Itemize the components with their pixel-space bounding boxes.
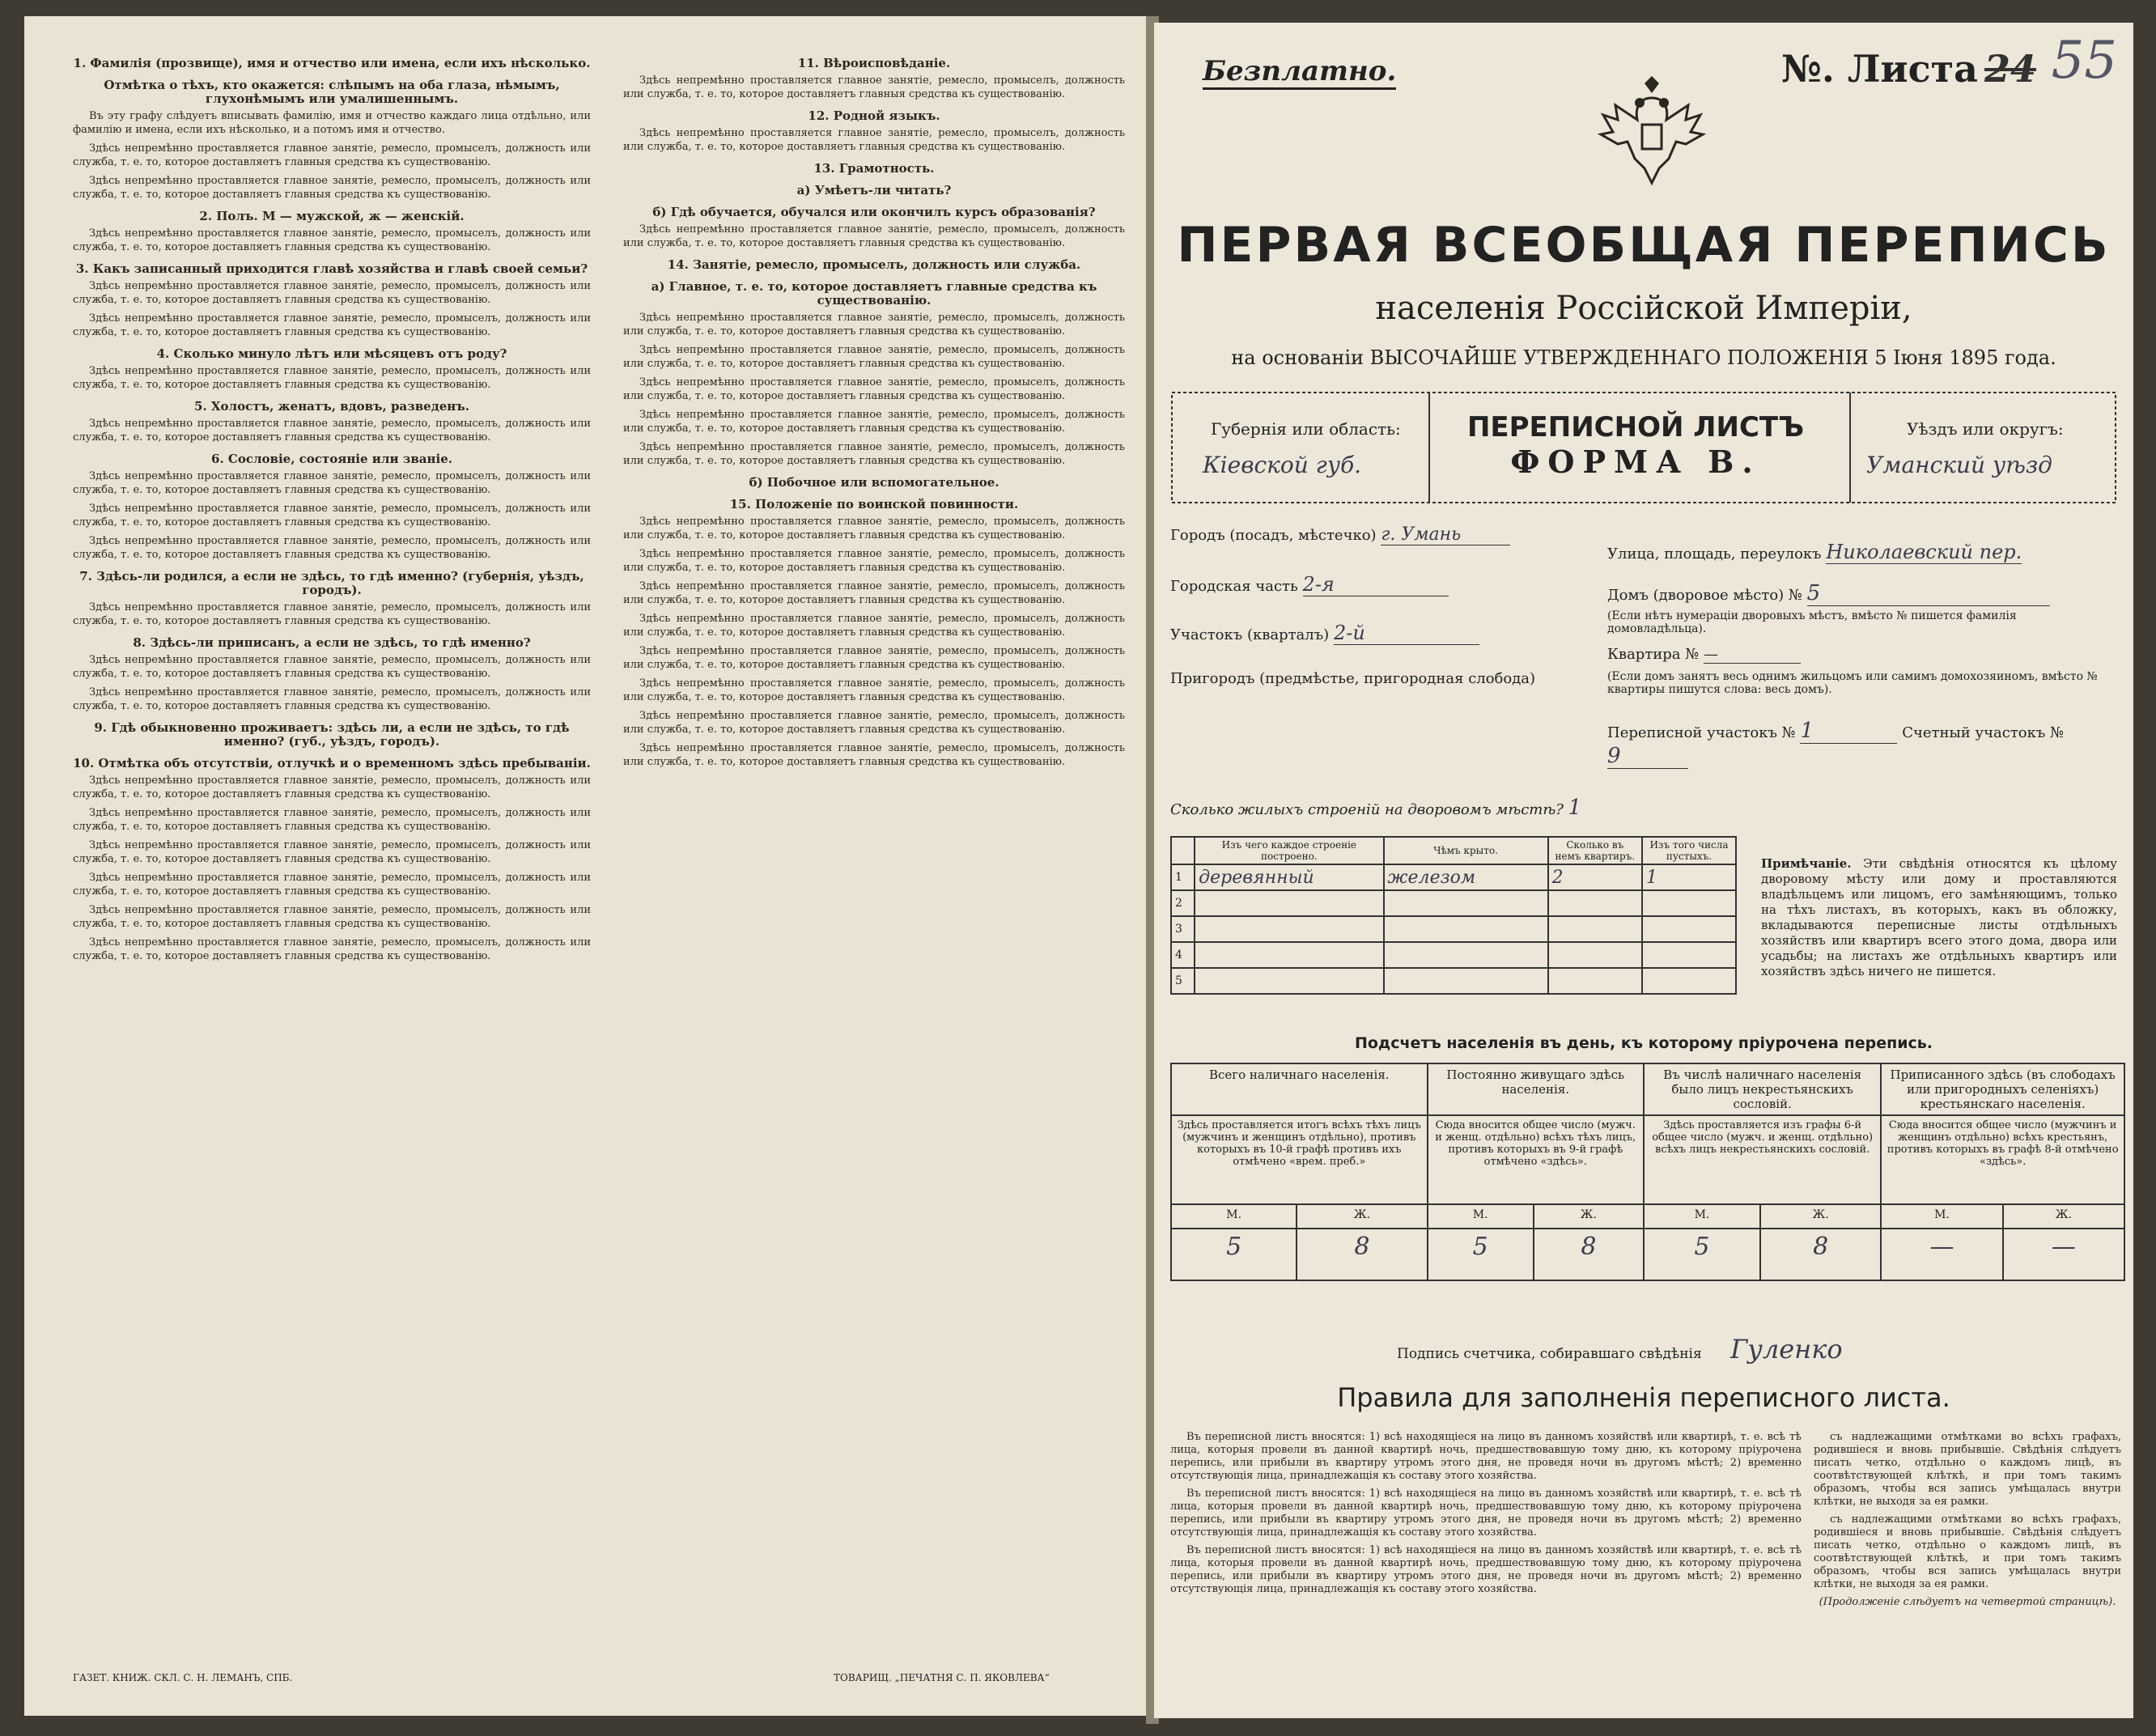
population-desc-cell: Сюда вносится общее число (мужч. и женщ. отдѣльно) всѣхъ тѣхъ лицъ, противъ которыхъ въ 9-й графѣ отмѣчено «здѣсь». [1428, 1115, 1644, 1204]
table-cell [1548, 968, 1642, 994]
census-area-value: 1 [1800, 719, 1897, 744]
heading-relation: 3. Какъ записанный приходится главѣ хозяйства и главѣ своей семьи? [75, 261, 588, 276]
table-cell: 1 [1642, 864, 1736, 890]
census-form-page [1154, 23, 2133, 1718]
sex-cell: М. [1881, 1204, 2002, 1229]
heading-occupation: 14. Занятіе, ремесло, промыселъ, должность или служба. [667, 257, 1081, 272]
population-value: 8 [1297, 1229, 1427, 1280]
census-legal-basis: на основаніи ВЫСОЧАЙШЕ УТВЕРЖДЕННАГО ПОЛОЖЕНІЯ 5 Іюня 1895 года. [1231, 346, 2056, 369]
table-cell [1195, 968, 1383, 994]
table-row [1171, 916, 1736, 942]
apartment-value: — [1704, 646, 1801, 664]
instructions-column-right [623, 49, 1125, 774]
sex-cell: Ж. [1760, 1204, 1881, 1229]
table-cell [1384, 968, 1548, 994]
table-cell: деревянный [1195, 864, 1383, 890]
uezd-label: Уѣздъ или округъ: [1907, 419, 2064, 439]
pencil-page-number: 55 [2051, 31, 2117, 91]
population-header-cell: Постоянно живущаго здѣсь населенія. [1428, 1063, 1644, 1115]
paragraph-filler: Здѣсь непремѣнно проставляется главное занятіе, ремесло, промыселъ, должность или служба, т. е. то, которое доставляетъ главныя средства къ существованію. [623, 312, 1125, 337]
printer-footer-right: ТОВАРИЩ. „ПЕЧАТНЯ С. П. ЯКОВЛЕВА“ [834, 1672, 1050, 1683]
city-part-label: Городская часть [1170, 578, 1298, 595]
paragraph-filler: Здѣсь непремѣнно проставляется главное занятіе, ремесло, промыселъ, должность или служба, т. е. то, которое доставляетъ главныя средства къ существованію. [623, 742, 1125, 768]
population-value: — [1881, 1229, 2002, 1280]
rules-title: Правила для заполненія переписного листа. [1337, 1382, 1950, 1413]
uezd-value: Уманский уѣзд [1866, 452, 2052, 478]
table-cell: 3 [1171, 916, 1195, 942]
suburb-label: Пригородъ (предмѣстье, пригородная слобода) [1170, 670, 1536, 687]
rules-column-right [1814, 1431, 2121, 1609]
city-field [1170, 524, 1510, 545]
sex-cell: М. [1171, 1204, 1297, 1229]
paragraph-filler: Здѣсь непремѣнно проставляется главное занятіе, ремесло, промыселъ, должность или служба, т. е. то, которое доставляетъ главныя средства къ существованію. [623, 710, 1125, 736]
table-cell [1195, 916, 1383, 942]
note-text: Эти свѣдѣнія относятся къ цѣлому дворовому мѣсту или дому и проставляются владѣльцемъ или лицомъ, его замѣняющимъ, только на тѣхъ листахъ, въ которыхъ, какъ въ обложку, вкладываются переписные листы отдѣльныхъ хозяйствъ или квартиръ всего этого дома, двора или усадьбы; на листахъ же отдѣльныхъ квартиръ или хозяйствъ здѣсь ничего не пишется. [1761, 856, 2117, 978]
heading-birthplace: 7. Здѣсь-ли родился, а если не здѣсь, то гдѣ именно? (губернія, уѣздъ, городъ). [79, 569, 584, 597]
buildings-count-label: Сколько жилыхъ строеній на дворовомъ мѣстѣ? [1170, 801, 1564, 818]
rules-paragraph: съ надлежащими отмѣтками во всѣхъ графахъ, родившіеся и вновь прибывшіе. Свѣдѣнія слѣдуетъ писать четко, отдѣльно о каждомъ лицѣ, въ соотвѣтствующей клѣткѣ, и при томъ такимъ образомъ, чтобы вся запись умѣщалась внутри клѣтки, не выходя за ея рамки. [1814, 1431, 2121, 1508]
census-area-label: Переписной участокъ № [1607, 724, 1796, 741]
table-row [1171, 968, 1736, 994]
city-part-value: 2-я [1303, 573, 1449, 596]
paragraph-filler: Здѣсь непремѣнно проставляется главное занятіе, ремесло, промыселъ, должность или служба, т. е. то, которое доставляетъ главныя средства къ существованію. [73, 227, 591, 253]
counting-area-value: 9 [1607, 744, 1688, 769]
rules-continuation: (Продолженіе слѣдуетъ на четвертой страницѣ). [1819, 1596, 2116, 1608]
table-cell [1642, 968, 1736, 994]
buildings-header-cell [1171, 837, 1195, 864]
population-value: — [2003, 1229, 2124, 1280]
house-note: (Если нѣтъ нумераціи дворовыхъ мѣстъ, вмѣсто № пишется фамилія домовладѣльца). [1607, 609, 2017, 635]
house-value: 5 [1807, 581, 2050, 606]
buildings-count-value: 1 [1568, 796, 1582, 820]
table-cell [1384, 942, 1548, 968]
city-value: г. Умань [1381, 524, 1510, 545]
form-title [1445, 411, 1826, 480]
buildings-header-cell: Чѣмъ крыто. [1384, 837, 1548, 864]
city-label: Городъ (посадъ, мѣстечко) [1170, 527, 1377, 544]
paragraph-filler: Здѣсь непремѣнно проставляется главное занятіе, ремесло, промыселъ, должность или служба, т. е. то, которое доставляетъ главныя средства къ существованію. [73, 418, 591, 444]
form-title-main: ПЕРЕПИСНОЙ ЛИСТЪ [1466, 411, 1805, 444]
paragraph-filler: Здѣсь непремѣнно проставляется главное занятіе, ремесло, промыселъ, должность или служба, т. е. то, которое доставляетъ главныя средства къ существованію. [73, 142, 591, 168]
table-cell: 1 [1171, 864, 1195, 890]
paragraph-filler: Здѣсь непремѣнно проставляется главное занятіе, ремесло, промыселъ, должность или служба, т. е. то, которое доставляетъ главныя средства къ существованію. [623, 223, 1125, 249]
paragraph-filler: Здѣсь непремѣнно проставляется главное занятіе, ремесло, промыселъ, должность или служба, т. е. то, которое доставляетъ главныя средства къ существованію. [73, 686, 591, 712]
census-area-field [1607, 719, 2133, 769]
population-header-cell: Всего наличнаго населенія. [1171, 1063, 1428, 1115]
table-cell [1548, 890, 1642, 916]
population-table-header [1171, 1063, 2124, 1115]
paragraph-filler: Здѣсь непремѣнно проставляется главное занятіе, ремесло, промыселъ, должность или служба, т. е. то, которое доставляетъ главныя средства къ существованію. [73, 312, 591, 338]
form-title-sub: ФОРМА В. [1510, 444, 1761, 480]
population-description-row [1171, 1115, 2124, 1204]
sex-cell: М. [1644, 1204, 1760, 1229]
paragraph-filler: Здѣсь непремѣнно проставляется главное занятіе, ремесло, промыселъ, должность или служба, т. е. то, которое доставляетъ главныя средства къ существованію. [623, 613, 1125, 639]
paragraph-filler: Здѣсь непремѣнно проставляется главное занятіе, ремесло, промыселъ, должность или служба, т. е. то, которое доставляетъ главныя средства къ существованію. [73, 839, 591, 865]
table-cell [1642, 942, 1736, 968]
paragraph-filler: Здѣсь непремѣнно проставляется главное занятіе, ремесло, промыселъ, должность или служба, т. е. то, которое доставляетъ главныя средства къ существованію. [73, 654, 591, 680]
paragraph-filler: Здѣсь непремѣнно проставляется главное занятіе, ремесло, промыселъ, должность или служба, т. е. то, которое доставляетъ главныя средства къ существованію. [623, 376, 1125, 402]
table-row [1171, 864, 1736, 890]
apartment-label: Квартира № [1607, 646, 1700, 663]
paragraph-filler: Здѣсь непремѣнно проставляется главное занятіе, ремесло, промыселъ, должность или служба, т. е. то, которое доставляетъ главныя средства къ существованію. [73, 280, 591, 306]
population-value: 8 [1760, 1229, 1881, 1280]
table-cell [1384, 916, 1548, 942]
rules-paragraph: Въ переписной листъ вносятся: 1) всѣ находящіеся на лицо въ данномъ хозяйствѣ или квартирѣ, т. е. всѣ тѣ лица, которыя провели въ данной квартирѣ ночь, предшествовавшую тому дню, къ которому пріурочена перепись, или прибыли въ квартиру утромъ этого дня, не проведя ночи въ другомъ мѣстѣ; 2) временно отсутствующія лица, принадлежащія къ составу этого хозяйства. [1170, 1431, 1802, 1482]
population-table [1170, 1063, 2125, 1281]
heading-registered: 8. Здѣсь-ли приписанъ, а если не здѣсь, то гдѣ именно? [133, 635, 531, 650]
rules-column-left [1170, 1431, 1802, 1601]
paragraph-filler: Здѣсь непремѣнно проставляется главное занятіе, ремесло, промыселъ, должность или служба, т. е. то, которое доставляетъ главныя средства къ существованію. [73, 775, 591, 800]
instructions-column-left [73, 49, 591, 968]
area-value: 2-й [1334, 622, 1479, 645]
population-sex-row [1171, 1204, 2124, 1229]
paragraph-filler: Здѣсь непремѣнно проставляется главное занятіе, ремесло, промыселъ, должность или служба, т. е. то, которое доставляетъ главныя средства къ существованію. [623, 677, 1125, 703]
signature-value: Гуленко [1730, 1334, 1843, 1365]
table-cell: 4 [1171, 942, 1195, 968]
paragraph-surname: Въ эту графу слѣдуетъ вписывать фамилію, имя и отчество каждаго лица отдѣльно, или фамилію и имена, если ихъ нѣсколько, и а потомъ имя и отчество. [73, 110, 591, 136]
rules-paragraph: съ надлежащими отмѣтками во всѣхъ графахъ, родившіеся и вновь прибывшіе. Свѣдѣнія слѣдуетъ писать четко, отдѣльно о каждомъ лицѣ, въ соотвѣтствующей клѣткѣ, и при томъ такимъ образомъ, чтобы вся запись умѣщалась внутри клѣтки, не выходя за ея рамки. [1814, 1513, 2121, 1590]
buildings-note [1761, 856, 2117, 979]
population-value: 5 [1428, 1229, 1534, 1280]
paragraph-filler: Здѣсь непремѣнно проставляется главное занятіе, ремесло, промыселъ, должность или служба, т. е. то, которое доставляетъ главныя средства къ существованію. [623, 127, 1125, 153]
paragraph-filler: Здѣсь непремѣнно проставляется главное занятіе, ремесло, промыселъ, должность или служба, т. е. то, которое доставляетъ главныя средства къ существованію. [73, 601, 591, 627]
population-desc-cell: Здѣсь проставляется изъ графы 6-й общее число (мужч. и женщ. отдѣльно) всѣхъ лицъ некрестьянскихъ сословій. [1644, 1115, 1881, 1204]
gubernia-label: Губернія или область: [1211, 419, 1401, 439]
heading-marital: 5. Холостъ, женатъ, вдовъ, разведенъ. [194, 399, 469, 414]
buildings-count-field [1170, 796, 1581, 820]
imperial-eagle-emblem [1591, 71, 1712, 193]
buildings-table-header [1171, 837, 1736, 864]
table-row [1171, 942, 1736, 968]
counting-area-label: Счетный участокъ № [1902, 724, 2065, 741]
buildings-table [1170, 836, 1737, 995]
table-cell [1642, 890, 1736, 916]
heading-literacy: 13. Грамотность. [813, 161, 935, 176]
instructions-page [24, 16, 1154, 1716]
street-value: Николаевский пер. [1826, 541, 2022, 563]
heading-language: 12. Родной языкъ. [808, 108, 940, 123]
buildings-header-cell: Сколько въ немъ квартиръ. [1548, 837, 1642, 864]
suburb-field [1170, 670, 1535, 687]
heading-education: б) Гдѣ обучается, обучался или окончилъ курсъ образованія? [652, 205, 1096, 219]
sex-cell: Ж. [2003, 1204, 2124, 1229]
apartment-note: (Если домъ занятъ весь однимъ жильцомъ или самимъ домохозяиномъ, вмѣсто № квартиры пишутся слова: весь домъ). [1607, 670, 2098, 696]
population-desc-cell: Здѣсь проставляется итогъ всѣхъ тѣхъ лицъ (мужчинъ и женщинъ отдѣльно), противъ которыхъ въ 10-й графѣ противъ ихъ отмѣчено «врем. преб.» [1171, 1115, 1428, 1204]
table-cell [1642, 916, 1736, 942]
free-label: Безплатно. [1203, 55, 1396, 90]
paragraph-filler: Здѣсь непремѣнно проставляется главное занятіе, ремесло, промыселъ, должность или служба, т. е. то, которое доставляетъ главныя средства къ существованію. [73, 470, 591, 496]
heading-estate: 6. Сословіе, состояніе или званіе. [211, 452, 452, 466]
rules-paragraph: Въ переписной листъ вносятся: 1) всѣ находящіеся на лицо въ данномъ хозяйствѣ или квартирѣ, т. е. всѣ тѣ лица, которыя провели въ данной квартирѣ ночь, предшествовавшую тому дню, къ которому пріурочена перепись, или прибыли въ квартиру утромъ этого дня, не проведя ночи въ другомъ мѣстѣ; 2) временно отсутствующія лица, принадлежащія къ составу этого хозяйства. [1170, 1488, 1802, 1539]
house-label: Домъ (дворовое мѣсто) № [1607, 587, 1802, 604]
buildings-header-cell: Изъ того числа пустыхъ. [1642, 837, 1736, 864]
population-count-title: Подсчетъ населенія въ день, къ которому пріурочена перепись. [1354, 1034, 1933, 1052]
open-census-book [24, 16, 2137, 1724]
sex-cell: Ж. [1297, 1204, 1427, 1229]
table-cell: железом [1384, 864, 1548, 890]
paragraph-filler: Здѣсь непремѣнно проставляется главное занятіе, ремесло, промыселъ, должность или служба, т. е. то, которое доставляетъ главныя средства къ существованію. [73, 807, 591, 833]
sheet-number-label: №. Листа [1780, 47, 1978, 91]
paragraph-filler: Здѣсь непремѣнно проставляется главное занятіе, ремесло, промыселъ, должность или служба, т. е. то, которое доставляетъ главныя средства къ существованію. [623, 516, 1125, 541]
population-value: 5 [1171, 1229, 1297, 1280]
population-header-cell: Приписанного здѣсь (въ слободахъ или пригородныхъ селеніяхъ) крестьянскаго населенія. [1881, 1063, 2124, 1115]
table-row [1171, 890, 1736, 916]
paragraph-filler: Здѣсь непремѣнно проставляется главное занятіе, ремесло, промыселъ, должность или служба, т. е. то, которое доставляетъ главныя средства къ существованію. [73, 904, 591, 930]
paragraph-filler: Здѣсь непремѣнно проставляется главное занятіе, ремесло, промыселъ, должность или служба, т. е. то, которое доставляетъ главныя средства къ существованію. [623, 548, 1125, 574]
heading-residence: 9. Гдѣ обыкновенно проживаетъ: здѣсь ли, а если не здѣсь, то гдѣ именно? (губ., уѣздъ, городъ). [94, 720, 570, 749]
paragraph-filler: Здѣсь непремѣнно проставляется главное занятіе, ремесло, промыселъ, должность или служба, т. е. то, которое доставляетъ главныя средства къ существованію. [73, 936, 591, 962]
population-value: 8 [1534, 1229, 1644, 1280]
sex-cell: М. [1428, 1204, 1534, 1229]
table-cell: 2 [1548, 864, 1642, 890]
paragraph-filler: Здѣсь непремѣнно проставляется главное занятіе, ремесло, промыселъ, должность или служба, т. е. то, которое доставляетъ главныя средства къ существованію. [623, 580, 1125, 606]
sheet-number-value: 24 [1984, 47, 2036, 91]
paragraph-filler: Здѣсь непремѣнно проставляется главное занятіе, ремесло, промыселъ, должность или служба, т. е. то, которое доставляетъ главныя средства къ существованію. [73, 365, 591, 391]
heading-sex: 2. Полъ. М — мужской, ж — женскій. [199, 209, 465, 223]
population-desc-cell: Сюда вносится общее число (мужчинъ и женщинъ отдѣльно) всѣхъ крестьянъ, противъ которыхъ въ графѣ 8-й отмѣчено «здѣсь». [1881, 1115, 2124, 1204]
gubernia-value: Кіевской губ. [1203, 452, 1362, 478]
rules-paragraph: Въ переписной листъ вносятся: 1) всѣ находящіеся на лицо въ данномъ хозяйствѣ или квартирѣ, т. е. всѣ тѣ лица, которыя провели въ данной квартирѣ ночь, предшествовавшую тому дню, къ которому пріурочена перепись, или прибыли въ квартиру утромъ этого дня, не проведя ночи въ другомъ мѣстѣ; 2) временно отсутствующія лица, принадлежащія къ составу этого хозяйства. [1170, 1544, 1802, 1595]
apartment-field [1607, 646, 1801, 664]
area-label: Участокъ (кварталъ) [1170, 626, 1330, 643]
house-field [1607, 581, 2050, 606]
heading-age: 4. Сколько минуло лѣтъ или мѣсяцевъ отъ роду? [156, 346, 507, 361]
paragraph-filler: Здѣсь непремѣнно проставляется главное занятіе, ремесло, промыселъ, должность или служба, т. е. то, которое доставляетъ главныя средства къ существованію. [623, 441, 1125, 467]
census-subtitle: населенія Россійской Имперіи, [1375, 290, 1912, 327]
street-field [1607, 541, 2022, 564]
table-cell: 5 [1171, 968, 1195, 994]
table-cell [1548, 916, 1642, 942]
paragraph-filler: Здѣсь непремѣнно проставляется главное занятіе, ремесло, промыселъ, должность или служба, т. е. то, которое доставляетъ главныя средства къ существованію. [73, 535, 591, 561]
note-title: Примѣчаніе. [1761, 856, 1852, 871]
sex-cell: Ж. [1534, 1204, 1644, 1229]
paragraph-filler: Здѣсь непремѣнно проставляется главное занятіе, ремесло, промыселъ, должность или служба, т. е. то, которое доставляетъ главныя средства къ существованію. [73, 503, 591, 528]
table-cell: 2 [1171, 890, 1195, 916]
paragraph-filler: Здѣсь непремѣнно проставляется главное занятіе, ремесло, промыселъ, должность или служба, т. е. то, которое доставляетъ главныя средства къ существованію. [623, 409, 1125, 435]
paragraph-filler: Здѣсь непремѣнно проставляется главное занятіе, ремесло, промыселъ, должность или служба, т. е. то, которое доставляетъ главныя средства къ существованію. [73, 175, 591, 201]
heading-religion: 11. Вѣроисповѣданіе. [797, 56, 951, 70]
buildings-header-cell: Изъ чего каждое строеніе построено. [1195, 837, 1383, 864]
heading-military: 15. Положеніе по воинской повинности. [729, 497, 1019, 511]
heading-infirmity: Отмѣтка о тѣхъ, кто окажется: слѣпымъ на оба глаза, нѣмымъ, глухонѣмымъ или умалишеннымъ. [104, 78, 560, 106]
population-value: 5 [1644, 1229, 1760, 1280]
table-cell [1548, 942, 1642, 968]
heading-can-read: а) Умѣетъ-ли читать? [796, 183, 952, 197]
census-main-title: ПЕРВАЯ ВСЕОБЩАЯ ПЕРЕПИСЬ [1177, 217, 2111, 274]
heading-surname: 1. Фамилія (прозвище), имя и отчество или имена, если ихъ нѣсколько. [73, 56, 591, 70]
paragraph-filler: Здѣсь непремѣнно проставляется главное занятіе, ремесло, промыселъ, должность или служба, т. е. то, которое доставляетъ главныя средства къ существованію. [73, 872, 591, 898]
signature-label: Подпись счетчика, собиравшаго свѣдѣнія [1397, 1346, 1702, 1362]
table-cell [1195, 890, 1383, 916]
enumerator-signature [1397, 1334, 1843, 1365]
table-cell [1195, 942, 1383, 968]
population-header-cell: Въ числѣ наличнаго населенія было лицъ некрестьянскихъ сословій. [1644, 1063, 1881, 1115]
table-cell [1384, 890, 1548, 916]
heading-main-occupation: а) Главное, т. е. то, которое доставляетъ главные средства къ существованію. [651, 279, 1097, 308]
street-label: Улица, площадь, переулокъ [1607, 545, 1822, 562]
population-value-row [1171, 1229, 2124, 1280]
sheet-number [1781, 47, 2036, 91]
area-field [1170, 622, 1479, 645]
paragraph-filler: Здѣсь непремѣнно проставляется главное занятіе, ремесло, промыселъ, должность или служба, т. е. то, которое доставляетъ главныя средства къ существованію. [623, 344, 1125, 370]
paragraph-filler: Здѣсь непремѣнно проставляется главное занятіе, ремесло, промыселъ, должность или служба, т. е. то, которое доставляетъ главныя средства къ существованію. [623, 645, 1125, 671]
printer-footer-left: ГАЗЕТ. КНИЖ. СКЛ. С. Н. ЛЕМАНЪ, СПБ. [73, 1672, 293, 1683]
city-part-field [1170, 573, 1449, 596]
paragraph-filler: Здѣсь непремѣнно проставляется главное занятіе, ремесло, промыселъ, должность или служба, т. е. то, которое доставляетъ главныя средства къ существованію. [623, 74, 1125, 100]
heading-side-occupation: б) Побочное или вспомогательное. [749, 475, 999, 490]
heading-absence: 10. Отмѣтка объ отсутствіи, отлучкѣ и о временномъ здѣсь пребываніи. [73, 756, 591, 770]
